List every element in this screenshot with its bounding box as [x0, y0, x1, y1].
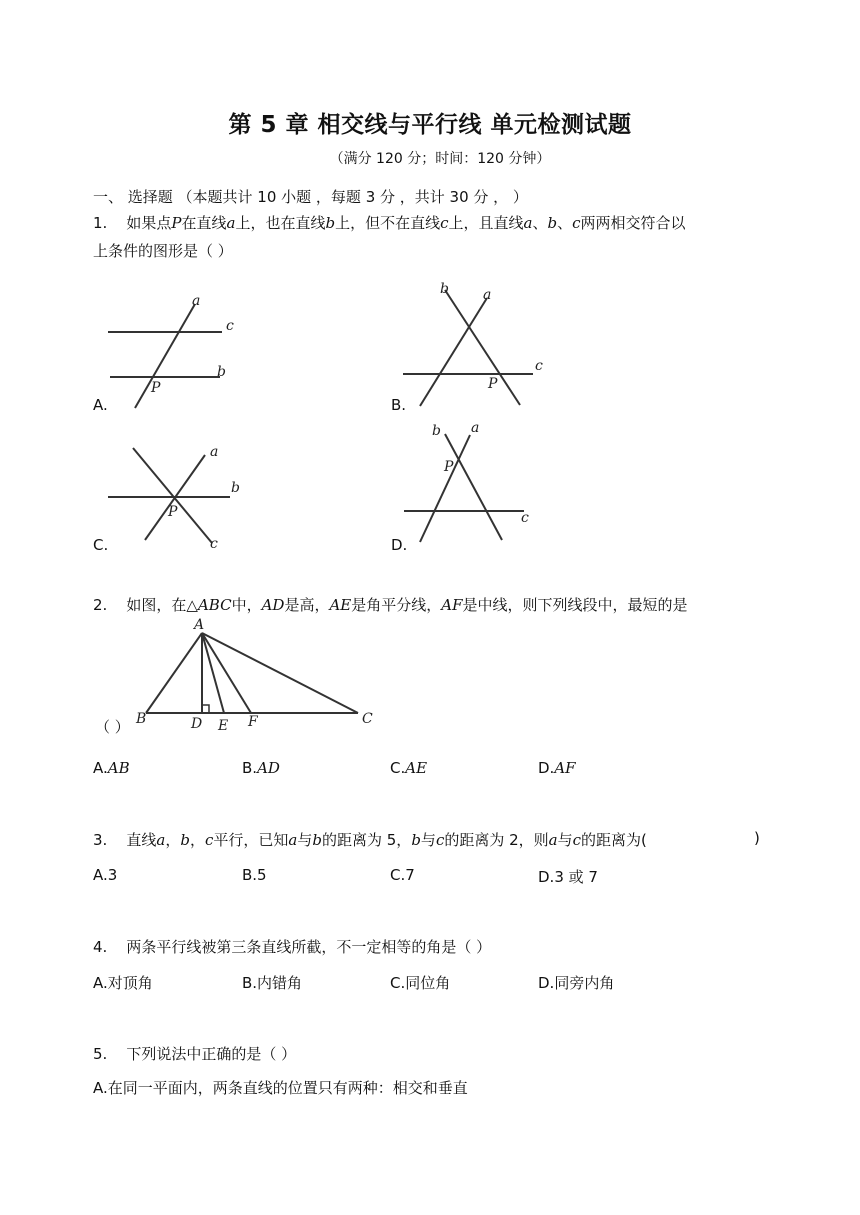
question-5-line-1: 5. 下列说法中正确的是（ ）	[93, 1045, 297, 1063]
label-f: F	[248, 714, 258, 730]
q1-option-b[interactable]: B.	[391, 396, 407, 414]
label-c: c	[226, 318, 234, 334]
question-number: 5.	[93, 1045, 108, 1063]
question-number: 4.	[93, 938, 108, 956]
label-p: P	[444, 459, 454, 475]
question-1-line-2: 上条件的图形是（ ）	[93, 242, 233, 260]
q2-option-d[interactable]: D.AF	[538, 759, 576, 777]
label-p: P	[168, 504, 178, 520]
figure-1c	[100, 440, 260, 555]
line-b	[445, 434, 502, 540]
label-d: D	[191, 716, 203, 732]
label-a: a	[471, 420, 480, 436]
label-p: P	[151, 380, 161, 396]
question-number: 2.	[93, 596, 108, 614]
q1-option-a[interactable]: A.	[93, 396, 108, 414]
question-number: 3.	[93, 831, 108, 849]
question-2-line-1: 2. 如图，在△ABC中，AD是高，AE是角平分线，AF是中线，则下列线段中，最短的是	[93, 596, 688, 614]
q5-option-a[interactable]: A.在同一平面内，两条直线的位置只有两种：相交和垂直	[93, 1079, 468, 1097]
label-c: c	[521, 510, 529, 526]
line-a	[420, 435, 470, 542]
q4-option-d[interactable]: D.同旁内角	[538, 974, 615, 992]
label-b: b	[440, 281, 449, 297]
page-title: 第 5 章 相交线与平行线 单元检测试题	[228, 112, 632, 138]
label-c: c	[210, 536, 218, 552]
label-p: P	[488, 376, 498, 392]
q1-option-d[interactable]: D.	[391, 536, 408, 554]
figure-triangle	[130, 615, 390, 740]
label-e: E	[218, 718, 229, 734]
label-c: C	[362, 711, 373, 727]
q2-option-a[interactable]: A.AB	[93, 759, 130, 777]
figure-1a	[100, 290, 260, 410]
segment-ab	[146, 633, 202, 713]
question-1-line-1: 1. 如果点P在直线a上，也在直线b上，但不在直线c上，且直线a、b、c两两相交符合以	[93, 214, 686, 232]
label-a: A	[194, 617, 205, 633]
page-subtitle: （满分 120 分；时间：120 分钟）	[329, 151, 551, 167]
q4-option-c[interactable]: C.同位角	[390, 974, 451, 992]
label-c: c	[535, 358, 543, 374]
label-b: b	[217, 364, 226, 380]
q4-option-b[interactable]: B.内错角	[242, 974, 303, 992]
question-2-paren: （ ）	[95, 718, 130, 736]
question-4-line-1: 4. 两条平行线被第三条直线所截，不一定相等的角是（ ）	[93, 938, 492, 956]
right-angle-mark	[202, 705, 209, 713]
label-a: a	[483, 287, 492, 303]
q2-option-b[interactable]: B.AD	[242, 759, 280, 777]
segment-ae	[202, 633, 224, 713]
figure-1b	[400, 280, 560, 410]
label-b: b	[432, 423, 441, 439]
question-number: 1.	[93, 214, 108, 232]
line-a	[135, 304, 195, 408]
label-b: B	[136, 711, 147, 727]
q4-option-a[interactable]: A.对顶角	[93, 974, 153, 992]
question-3-close-paren: )	[754, 829, 760, 847]
q3-option-c[interactable]: C.7	[390, 866, 415, 884]
label-b: b	[231, 480, 240, 496]
label-a: a	[192, 293, 201, 309]
q2-option-c[interactable]: C.AE	[390, 759, 428, 777]
q3-option-d[interactable]: D.3 或 7	[538, 868, 598, 886]
label-a: a	[210, 444, 219, 460]
line-a	[420, 298, 487, 406]
q3-option-b[interactable]: B.5	[242, 866, 267, 884]
question-3-line-1: 3. 直线a，b，c平行，已知a与b的距离为 5，b与c的距离为 2，则a与c的距离为(	[93, 831, 647, 849]
figure-1d	[400, 420, 560, 550]
q1-option-c[interactable]: C.	[93, 536, 109, 554]
q3-option-a[interactable]: A.3	[93, 866, 118, 884]
section-header: 一、 选择题 （本题共计 10 小题 ，每题 3 分 ，共计 30 分 ， ）	[93, 188, 528, 206]
